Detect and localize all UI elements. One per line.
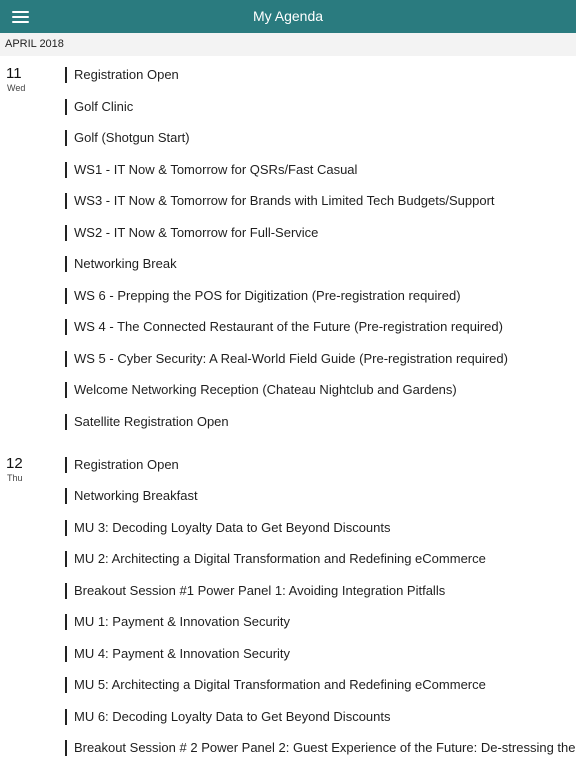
session-title: Registration Open — [74, 456, 179, 472]
agenda-session-item[interactable] — [65, 129, 565, 147]
month-label: APRIL 2018 — [5, 38, 64, 50]
day-weekday: Thu — [7, 472, 23, 483]
agenda-session-item[interactable] — [65, 161, 565, 179]
agenda-session-item[interactable] — [65, 381, 565, 399]
session-marker — [65, 162, 67, 178]
session-marker — [65, 382, 67, 398]
agenda-session-item[interactable] — [65, 739, 576, 757]
session-marker — [65, 488, 67, 504]
agenda-session-item[interactable] — [65, 66, 565, 84]
agenda-session-item[interactable] — [65, 582, 565, 600]
agenda-session-item[interactable] — [65, 287, 565, 305]
session-marker — [65, 414, 67, 430]
session-marker — [65, 67, 67, 83]
session-title: WS 4 - The Connected Restaurant of the Future (Pre-registration required) — [74, 319, 503, 334]
session-marker — [65, 351, 67, 367]
page-title: My Agenda — [252, 8, 324, 24]
session-title: Welcome Networking Reception (Chateau Nightclub and Gardens) — [74, 382, 457, 397]
month-header — [0, 33, 576, 56]
session-marker — [65, 677, 67, 693]
agenda-session-item[interactable] — [65, 676, 565, 694]
agenda-session-item[interactable] — [65, 224, 565, 242]
day-number: 12 — [6, 454, 23, 472]
session-marker — [65, 457, 67, 473]
agenda-session-item[interactable] — [65, 645, 565, 663]
session-marker — [65, 256, 67, 272]
session-title: Networking Breakfast — [74, 488, 198, 503]
session-marker — [65, 225, 67, 241]
agenda-session-item[interactable] — [65, 708, 565, 726]
session-title: WS1 - IT Now & Tomorrow for QSRs/Fast Casual — [74, 161, 358, 177]
session-title: Breakout Session #1 Power Panel 1: Avoiding Integration Pitfalls — [74, 582, 446, 598]
session-marker — [65, 551, 67, 567]
session-marker — [65, 709, 67, 725]
agenda-session-item[interactable] — [65, 613, 565, 631]
day-weekday: Wed — [7, 83, 26, 93]
agenda-session-item[interactable] — [65, 255, 565, 273]
session-marker — [65, 288, 67, 304]
agenda-session-item[interactable] — [65, 456, 565, 474]
session-title: MU 1: Payment & Innovation Security — [74, 614, 291, 629]
agenda-session-item[interactable] — [65, 350, 565, 368]
session-title: MU 3: Decoding Loyalty Data to Get Beyond Discounts — [74, 519, 391, 535]
session-title: Registration Open — [74, 67, 179, 82]
session-title: WS3 - IT Now & Tomorrow for Brands with Limited Tech Budgets/Support — [74, 193, 495, 208]
agenda-session-item[interactable] — [65, 487, 565, 505]
session-marker — [65, 740, 67, 756]
session-title: MU 4: Payment & Innovation Security — [74, 645, 291, 661]
agenda-session-item[interactable] — [65, 413, 565, 431]
session-marker — [65, 193, 67, 209]
session-marker — [65, 583, 67, 599]
session-marker — [65, 520, 67, 536]
agenda-session-item[interactable] — [65, 318, 565, 336]
session-marker — [65, 319, 67, 335]
agenda-session-item[interactable] — [65, 192, 565, 210]
day-number: 11 — [6, 65, 22, 82]
session-title: WS 6 - Prepping the POS for Digitization (Pre-registration required) — [74, 287, 461, 303]
session-title: MU 2: Architecting a Digital Transformation and Redefining eCommerce — [74, 551, 486, 566]
session-title: Golf (Shotgun Start) — [74, 130, 190, 145]
session-title: Golf Clinic — [74, 98, 134, 114]
session-title: WS 5 - Cyber Security: A Real-World Field Guide (Pre-registration required) — [74, 350, 508, 366]
agenda-session-item[interactable] — [65, 519, 565, 537]
app-bar — [0, 0, 576, 33]
session-title: WS2 - IT Now & Tomorrow for Full-Service — [74, 224, 319, 240]
session-title: Networking Break — [74, 256, 177, 271]
session-marker — [65, 646, 67, 662]
session-title: MU 5: Architecting a Digital Transformation and Redefining eCommerce — [74, 677, 486, 692]
session-title: Breakout Session # 2 Power Panel 2: Guest Experience of the Future: De-stressing the — [74, 740, 576, 755]
agenda-session-item[interactable] — [65, 98, 565, 116]
session-marker — [65, 614, 67, 630]
session-marker — [65, 99, 67, 115]
session-title: Satellite Registration Open — [74, 413, 229, 429]
session-title: MU 6: Decoding Loyalty Data to Get Beyond Discounts — [74, 708, 391, 724]
session-marker — [65, 130, 67, 146]
agenda-session-item[interactable] — [65, 550, 565, 568]
